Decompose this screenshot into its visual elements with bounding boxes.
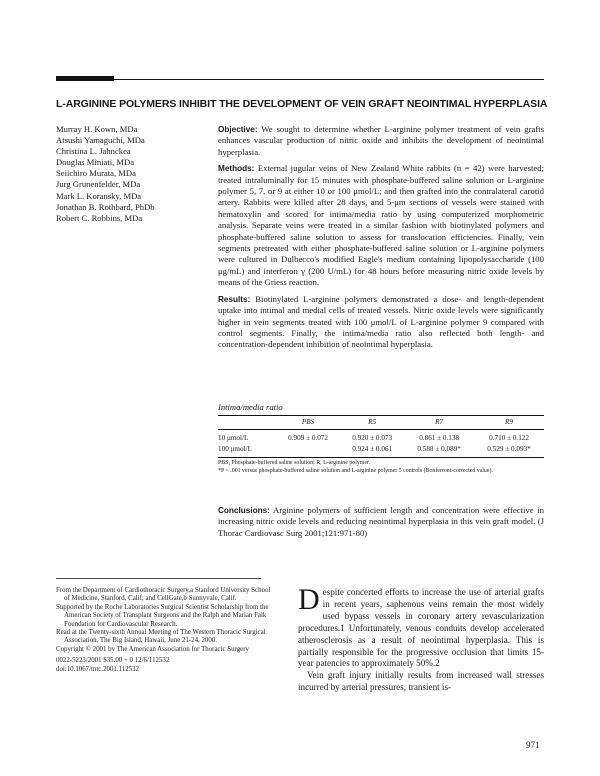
- page-number: 971: [526, 740, 540, 750]
- results-table: [218, 415, 544, 458]
- footnote: Copyright © 2001 by The American Association for Thoracic Surgery: [56, 645, 249, 653]
- author: Douglas Miniati, MDa: [56, 157, 135, 168]
- footnote-rule: [56, 578, 261, 579]
- author: Atsushi Yamaguchi, MDa: [56, 135, 145, 146]
- body-text: [298, 583, 544, 694]
- table-cell: 0.909 ± 0.072: [288, 434, 328, 442]
- footnote: doi:10.1067/mtc.2001.112532: [56, 665, 140, 673]
- article-title: L-ARGININE POLYMERS INHIBIT THE DEVELOPMENT OF VEIN GRAFT NEOINTIMAL HYPERPLASIA: [56, 98, 548, 110]
- table-cell: 10 μmol/L: [218, 434, 249, 442]
- table-notes: [218, 460, 544, 475]
- abstract: [218, 124, 544, 356]
- table-title: Intima/media ratio: [218, 402, 283, 412]
- body-paragraph-text: espite concerted efforts to increase the use of arterial grafts in recent years, saphenous veins remain the most widely used bypass vessels in coronary artery revascularization procedures.1 Unfortunately, venous conduits develop accelerated atherosclerosis as a result of neointimal hyperplasia. This is partially responsible for the progressive occlusion that limits 15-year patencies to approximately 50%.2: [298, 587, 544, 669]
- methods-label: Methods:: [218, 164, 255, 174]
- results-text: Biotinylated L-arginine polymers demonstrated a dose- and length-dependent uptake into intimal and medial cells of treated vessels. Nitric oxide levels were significantly higher in vein segments treated with 100 μmol/L of L-arginine polymer 9 compared with control segments. Finally, the intima/media ratio also reflected both length- and concentration-dependent inhibition of neointimal hyperplasia.: [218, 293, 544, 350]
- footnote: Supported by the Roche Laboratories Surgical Scientist Scholarship from the American Society of Transplant Surgeons and the Ralph and Marian Falk Foundation for Cardiovascular Research.: [56, 603, 269, 628]
- footnote: Read at the Twenty-sixth Annual Meeting of The Western Thoracic Surgical Association, The Big Island, Hawaii, June 21-24, 2000.: [56, 629, 266, 645]
- table-note: PBS, Phosphate-buffered saline solution; R, L-arginine polymer.: [218, 460, 371, 466]
- table-header-cell: PBS: [276, 416, 340, 430]
- conclusions-text: Arginine polymers of sufficient length and concentration were effective in increasing nitric oxide levels and reducing neointimal hyperplasia in this vein graft model. (J Thorac Cardiovasc Surg 2001;121:971-80): [218, 505, 544, 538]
- author: Seiichiro Murata, MDa: [56, 168, 136, 179]
- abstract-methods: [218, 163, 544, 288]
- abstract-results: [218, 294, 544, 351]
- methods-text: External jugular veins of New Zealand White rabbits (n = 42) were harvested; treated intraluminally for 15 minutes with phosphate-buffered saline solution or L-arginine polymer 5, 7, or 9 at either 10 or 100 μmol/L; and then grafted into the contralateral carotid artery. Rabbits were killed after 28 days, and 5-μm sections of vessels were stained with hematoxylin and scored for intima/media ratio by using computerized morphometric analysis. Separate veins were treated in a similar fashion with biotinylated polymers and phosphate-buffered saline solution to assess for translocation efficiencies. Finally, vein segments pretreated with either phosphate-buffered saline solution or L-arginine polymers were cultured in Dulbecco's modified Eagle's medium containing lipopolysaccharide (100 μg/mL) and interferon γ (200 U/mL) for 48 hours before measuring nitric oxide levels by means of the Griess reaction.: [218, 163, 545, 288]
- table-row: [218, 430, 544, 445]
- table-cell: 0.529 ± 0.093*: [474, 444, 544, 458]
- objective-label: Objective:: [218, 125, 258, 134]
- body-paragraph: Vein graft injury initially results from increased wall stresses incurred by arterial pressures, transient is-: [298, 670, 544, 693]
- author: Christina L. Jahnckea: [56, 146, 131, 157]
- abstract-objective: [218, 124, 544, 158]
- author: Murray H. Kown, MDa: [56, 124, 138, 134]
- footnote: From the Department of Cardiothoracic Surgery,a Stanford University School of Medicine, Stanford, Calif; and CellGate,b Sunnyvale, Calif.: [56, 587, 271, 603]
- drop-cap: D: [298, 583, 320, 616]
- table-cell: 0.861 ± 0.138: [419, 434, 460, 442]
- table-cell: 100 μmol/L: [218, 444, 276, 458]
- results-label: Results:: [218, 294, 251, 304]
- table-header-cell: R5: [340, 416, 404, 430]
- table-row: [218, 444, 544, 458]
- conclusions-label: Conclusions:: [218, 506, 270, 515]
- header-rule-thin: [114, 79, 544, 80]
- abstract-conclusions: [218, 505, 544, 539]
- table-header-cell: [218, 416, 276, 430]
- author: Jurg Grunenfelder, MDa: [56, 179, 141, 190]
- body-paragraph: [298, 583, 544, 670]
- table-header-cell: R9: [474, 416, 544, 430]
- table-cell: 0.924 ± 0.061: [340, 444, 404, 458]
- author: Robert C. Robbins, MDa: [56, 212, 143, 223]
- header-rule-thick: [56, 76, 114, 81]
- table-cell: 0.710 ± 0.122: [489, 434, 529, 442]
- author: Jonathan B. Rothbard, PhDb: [56, 201, 155, 212]
- footnote: 0022-5223/2001 $35.00 + 0 12/6/112532: [56, 657, 170, 665]
- table-cell: 0.920 ± 0.073: [352, 434, 393, 442]
- author: Mark L. Koransky, MDa: [56, 190, 142, 201]
- table-note: *P < .001 versus phosphate-buffered saline solution and L-arginine polymer 5 controls (Bonferroni-corrected value).: [218, 467, 493, 474]
- table-header-cell: R7: [404, 416, 474, 430]
- results-table-block: [218, 402, 544, 475]
- table-cell: 0.588 ± 0.089*: [404, 444, 474, 458]
- table-header-row: [218, 416, 544, 430]
- table-cell: [276, 444, 340, 458]
- objective-text: We sought to determine whether L-arginine polymer treatment of vein grafts enhances vascular production of nitric oxide and inhibits the development of neointimal hyperplasia.: [218, 124, 545, 157]
- author-list: [56, 124, 206, 224]
- footnotes: [56, 587, 271, 674]
